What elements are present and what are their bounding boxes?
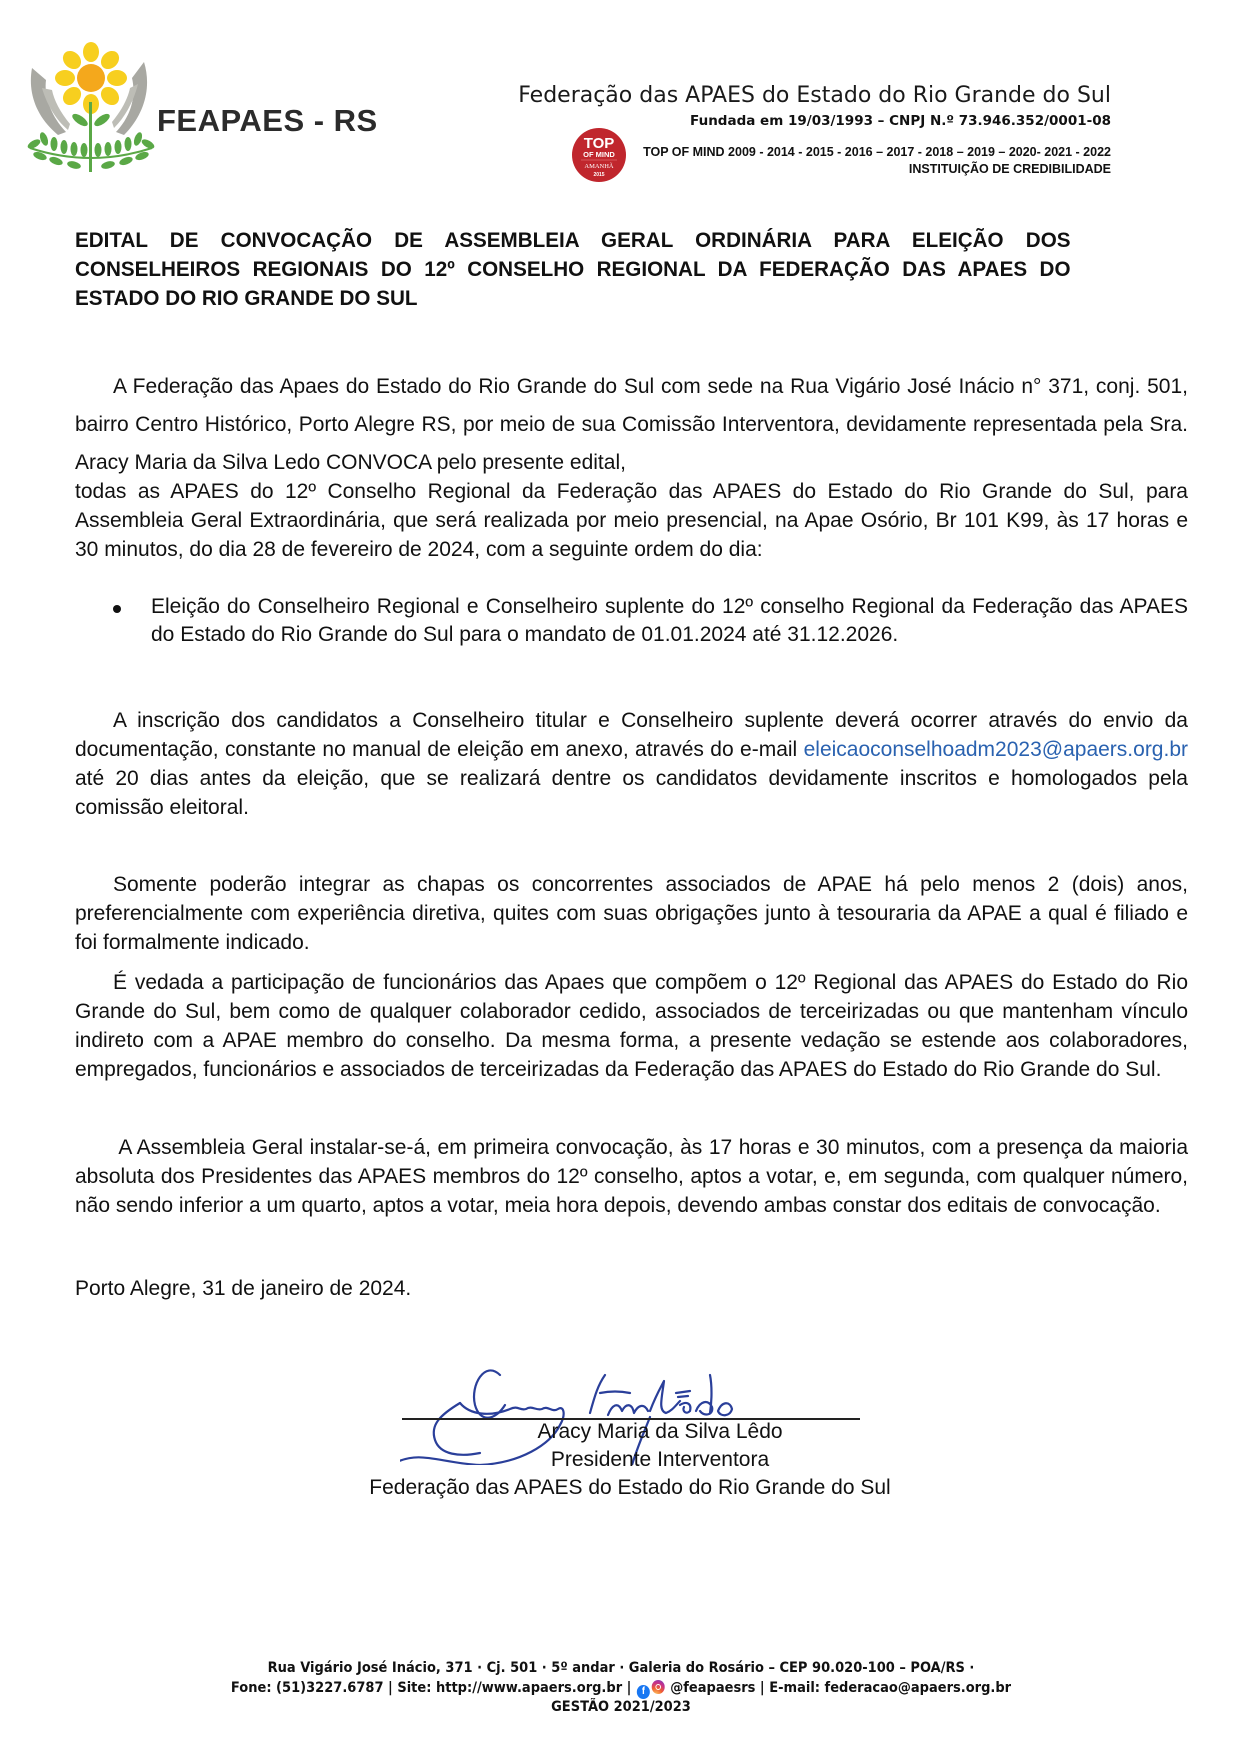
paragraph-eligibility [75, 870, 1188, 957]
paragraph-registration [75, 706, 1188, 822]
federation-name: Federação das APAES do Estado do Rio Grande do Sul [518, 83, 1111, 108]
paragraph-convocation-continued: todas as APAES do 12º Conselho Regional da Federação das APAES do Estado do Rio Grande do Sul, para Assembleia Geral Extraordinária, que será realizada por meio presencial, na Apae Osório, Br 101 K99, às 17 horas e 30 minutos, do dia 28 de fevereiro de 2024, com a seguinte ordem do dia: [75, 480, 1188, 561]
footer-address: Rua Vigário José Inácio, 371 · Cj. 501 · 5º andar · Galeria do Rosário – CEP 90.020-100 – POA/RS · [267, 1660, 975, 1676]
election-email-link[interactable]: eleicaoconselhoadm2023@apaers.org.br [803, 738, 1188, 761]
badge-line1: TOP [583, 135, 615, 152]
signer-name: Aracy Maria da Silva Lêdo [537, 1420, 783, 1443]
paragraph-quorum-text: A Assembleia Geral instalar-se-á, em primeira convocação, às 17 horas e 30 minutos, com a presença da maioria absoluta dos Presidentes das APAES membros do 12º conselho, aptos a votar, e, em segunda, com qualquer número, não sendo inferior a um quarto, aptos a votar, meia hora depois, devendo ambas constar dos editais de convocação. [75, 1136, 1188, 1217]
founded-cnpj: Fundada em 19/03/1993 – CNPJ N.º 73.946.352/0001-08 [690, 113, 1111, 129]
signer-role: Presidente Interventora [550, 1448, 770, 1471]
footer-contact [43, 1680, 1198, 1699]
credibility-label: INSTITUIÇÃO DE CREDIBILIDADE [908, 162, 1111, 176]
badge-line3: AMANHÃ [584, 163, 614, 170]
signer-organization: Federação das APAES do Estado do Rio Grande do Sul [369, 1476, 891, 1499]
brand-name: FEAPAES - RS [157, 103, 378, 138]
document-title: EDITAL DE CONVOCAÇÃO DE ASSEMBLEIA GERAL ORDINÁRIA PARA ELEIÇÃO DOS CONSELHEIROS REGIONAIS DO 12º CONSELHO REGIONAL DA FEDERAÇÃO DAS APAES DO ESTADO DO RIO GRANDE DO SUL [75, 228, 1071, 310]
instagram-icon[interactable] [652, 1680, 665, 1694]
facebook-icon[interactable]: f [637, 1685, 650, 1699]
footer-social-email: @feapaesrs | E-mail: federacao@apaers.org.br [670, 1680, 1012, 1696]
paragraph-restriction-text: É vedada a participação de funcionários das Apaes que compõem o 12º Regional das APAES do Estado do Rio Grande do Sul, bem como de qualquer colaborador cedido, associados de terceirizadas ou que mantenham vínculo indireto com a APAE membro do conselho. Da mesma forma, a presente vedação se estende aos colaboradores, empregados, funcionários e associados de terceirizadas da Federação das APAES do Estado do Rio Grande do Sul. [75, 971, 1188, 1081]
handwritten-signature-icon [400, 1345, 820, 1465]
paragraph-quorum [75, 1133, 1188, 1220]
paragraph-registration-text-end: até 20 dias antes da eleição, que se realizará dentre os candidatos devidamente inscritos e homologados pela comissão eleitoral. [75, 767, 1188, 819]
paragraph-convocation-text: A Federação das Apaes do Estado do Rio Grande do Sul com sede na Rua Vigário José Inácio n° 371, conj. 501, bairro Centro Histórico, Porto Alegre RS, por meio de sua Comissão Interventora, devidamente representada pela Sra. Aracy Maria da Silva Ledo CONVOCA pelo presente edital, [75, 375, 1188, 474]
bullet-icon [113, 605, 121, 613]
paragraph-convocation [75, 368, 1188, 482]
place-and-date: Porto Alegre, 31 de janeiro de 2024. [75, 1277, 412, 1300]
paragraph-eligibility-text: Somente poderão integrar as chapas os concorrentes associados de APAE há pelo menos 2 (dois) anos, preferencialmente com experiência diretiva, quites com suas obrigações junto à tesouraria da APAE a qual é filiado e foi formalmente indicado. [75, 873, 1188, 954]
agenda-item-text: Eleição do Conselheiro Regional e Conselheiro suplente do 12º conselho Regional da Federação das APAES do Estado do Rio Grande do Sul para o mandato de 01.01.2024 até 31.12.2026. [151, 595, 1188, 646]
paragraph-restriction [75, 968, 1188, 1084]
badge-year: 2015 [593, 172, 605, 178]
sunflower-hands-logo-icon [20, 40, 170, 175]
footer-phone-site: Fone: (51)3227.6787 | Site: http://www.apaers.org.br | [230, 1680, 632, 1696]
top-of-mind-badge-icon [571, 127, 627, 183]
top-of-mind-years: TOP OF MIND 2009 - 2014 - 2015 - 2016 – 2017 - 2018 – 2019 – 2020- 2021 - 2022 [643, 145, 1111, 159]
footer-management: GESTÃO 2021/2023 [551, 1699, 691, 1715]
paragraph-registration-text: A inscrição dos candidatos a Conselheiro titular e Conselheiro suplente deverá ocorrer através do envio da documentação, constante no manual de eleição em anexo, através do e-mail [75, 709, 1188, 761]
badge-line2: OF MIND [583, 150, 615, 159]
